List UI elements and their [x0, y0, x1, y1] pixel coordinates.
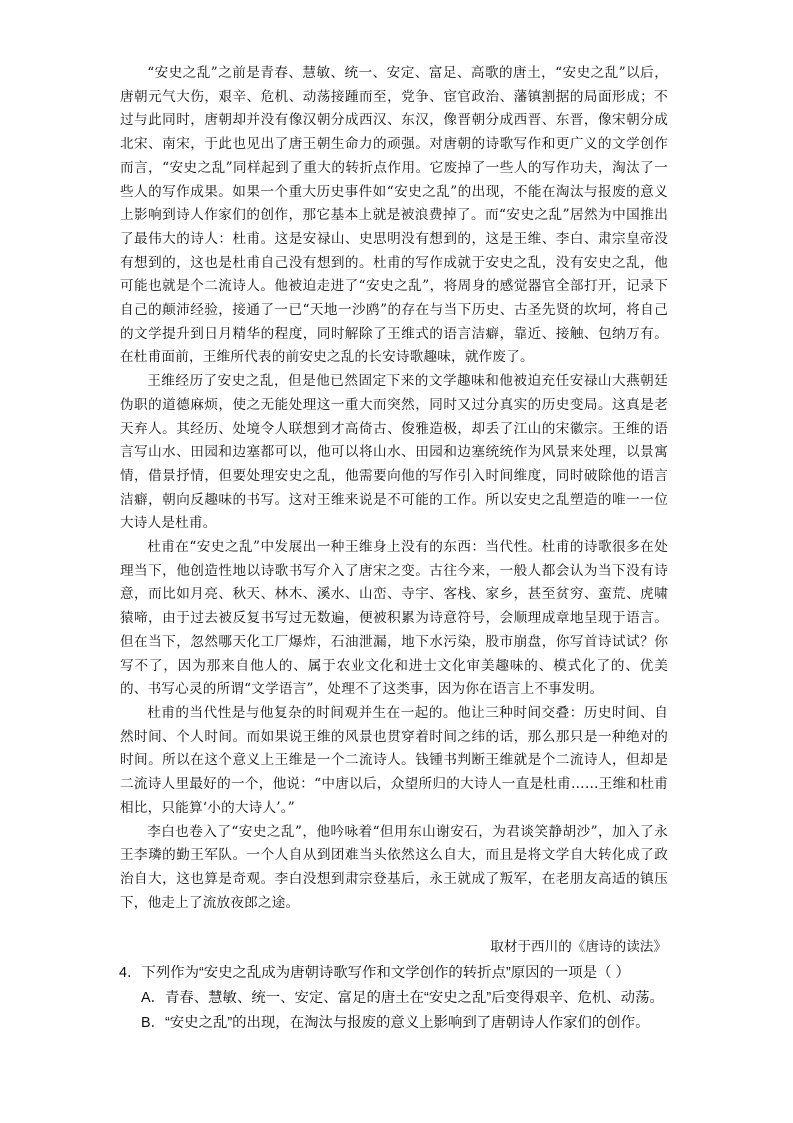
question-4	[119, 961, 679, 1036]
source-citation: 取材于西川的《唐诗的读法》	[490, 939, 667, 955]
passage-paragraph-5: 李白也卷入了“安史之乱”，他吟咏着“但用东山谢安石，为君谈笑静胡沙”，加入了永王李璘的勤王军队。一个人自从到团难当头依然这么自大，而且是将文学自大转化成了政治自大，这也算是奇观。李白没想到肃宗登基后，永王就成了叛军，在老朋友高适的镇压下，他走上了流放夜郎之途。	[120, 823, 668, 911]
passage-paragraph-4: 杜甫的当代性是与他复杂的时间观并生在一起的。他让三种时间交叠：历史时间、自然时间、个人时间。而如果说王维的风景也贯穿着时间之纬的话，那么那只是一种绝对的时间。所以在这个意义上王维是一个二流诗人。钱锺书判断王维就是个二流诗人，但却是二流诗人里最好的一个，他说：“中唐以后，众望所归的大诗人一直是杜甫……王维和杜甫相比，只能算‘小的大诗人’。”	[120, 704, 668, 816]
option-a[interactable]: A．青春、慧敏、统一、安定、富足的唐土在“安史之乱”后变得艰辛、危机、动荡。	[141, 990, 664, 1006]
reading-passage	[120, 62, 668, 915]
passage-paragraph-1: “安史之乱”之前是青春、慧敏、统一、安定、富足、高歌的唐土，“安史之乱”以后，唐朝元气大伤，艰辛、危机、动荡接踵而至，党争、宦官政治、藩镇割据的局面形成；不过与此同时，唐朝却并没有像汉朝分成西汉、东汉，像晋朝分成西晋、东晋，像宋朝分成北宋、南宋，于此也见出了唐王朝生命力的顽强。对唐朝的诗歌写作和更广义的文学创作而言，“安史之乱”同样起到了重大的转折点作用。它废掉了一些人的写作功夫，淘汰了一些人的写作成果。如果一个重大历史事件如“安史之乱”的出现，不能在淘汰与报废的意义上影响到诗人作家们的创作，那它基本上就是被浪费掉了。而“安史之乱”居然为中国推出了最伟大的诗人：杜甫。这是安禄山、史思明没有想到的，这是王维、李白、肃宗皇帝没有想到的，这也是杜甫自己没有想到的。杜甫的写作成就于安史之乱，没有安史之乱，他可能也就是个二流诗人。他被迫走进了“安史之乱”，将周身的感觉器官全部打开，记录下自己的颠沛经验，接通了一已“天地一沙鸥”的存在与当下历史、古圣先贤的坎坷，将自己的文学提升到日月精华的程度，同时解除了王维式的语言洁癖，靠近、接触、包纳万有。在杜甫面前，王维所代表的前安史之乱的长安诗歌趣味，就作废了。	[120, 65, 668, 366]
question-stem: 4．下列作为“安史之乱成为唐朝诗歌写作和文学创作的转折点”原因的一项是（ ）	[119, 965, 630, 981]
option-b[interactable]: B．“安史之乱”的出现，在淘汰与报废的意义上影响到了唐朝诗人作家们的创作。	[141, 1015, 650, 1031]
passage-paragraph-2: 王维经历了安史之乱，但是他已然固定下来的文学趣味和他被迫充任安禄山大燕朝廷伪职的道德麻烦，使之无能处理这一重大而突然，同时又过分真实的历史变局。这真是老天弃人。其经历、处境令人联想到才高倚古、俊雅造极，却丢了江山的宋徽宗。王维的语言写山水、田园和边塞都可以，他可以将山水、田园和边塞统统作为风景来处理，以景寓情，借景抒情，但要处理安史之乱，他需要向他的写作引入时间维度，同时破除他的语言洁癖，朝向反趣味的书写。这对王维来说是不可能的工作。所以安史之乱塑造的唯一一位大诗人是杜甫。	[120, 373, 668, 532]
passage-paragraph-3: 杜甫在“安史之乱”中发展出一种王维身上没有的东西：当代性。杜甫的诗歌很多在处理当下，他创造性地以诗歌书写介入了唐宋之变。古往今来，一般人都会认为当下没有诗意，而比如月亮、秋天、林木、溪水、山峦、寺宇、客栈、家乡，甚至贫穷、蛮荒、虎啸猿啼，由于过去被反复书写过无数遍，便被积累为诗意符号，会顺理成章地呈现于语言。但在当下，忽然哪天化工厂爆炸，石油泄漏，地下水污染，股市崩盘，你写首诗试试？你写不了，因为那来自他人的、属于农业文化和进士文化审美趣味的、模式化了的、优美的、书写心灵的所谓“文学语言”，处理不了这类事，因为你在语言上不事发明。	[120, 539, 668, 698]
